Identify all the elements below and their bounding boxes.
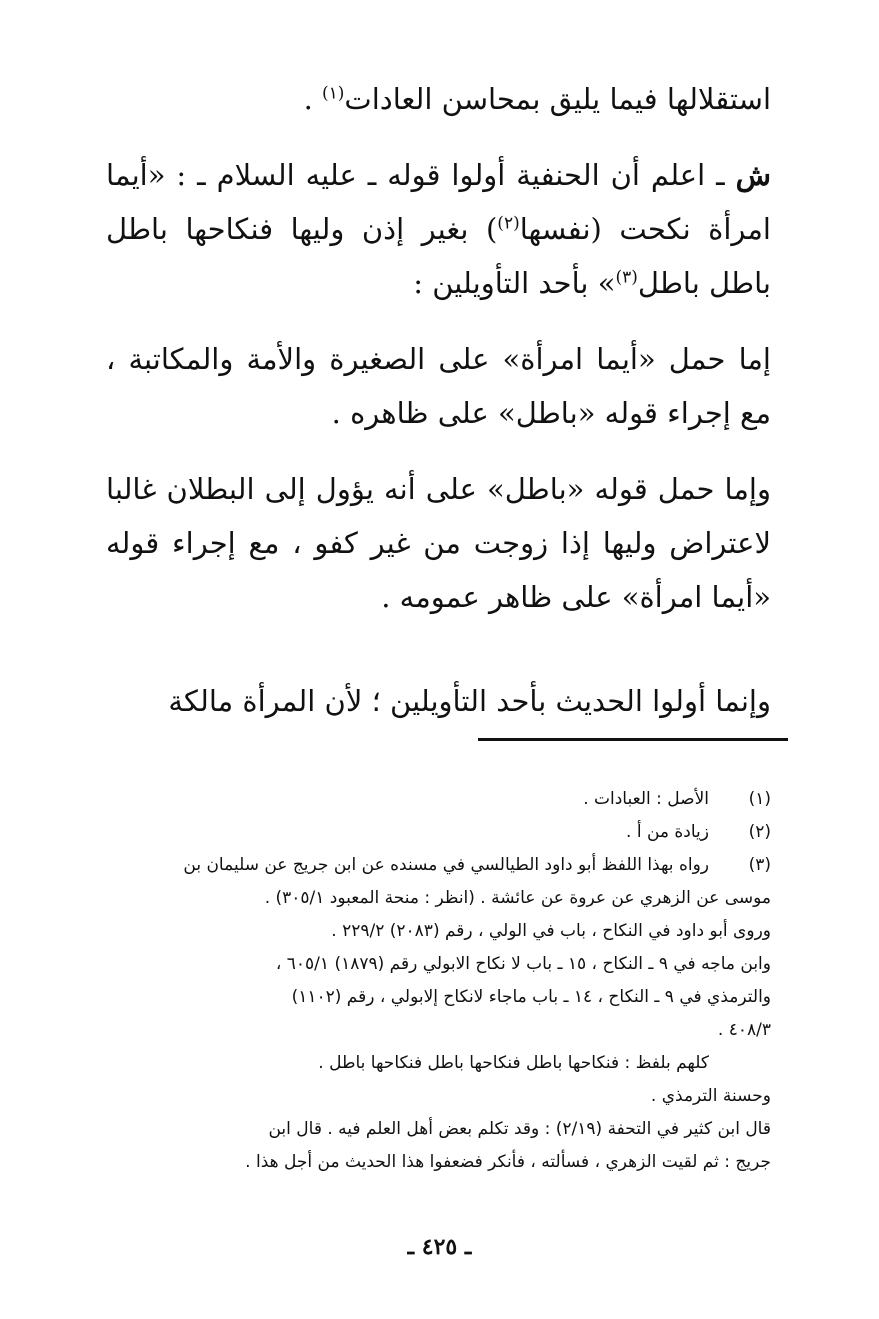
footnote-number: (٢) (748, 822, 771, 842)
footnote-3 (106, 849, 771, 882)
footnote-extra-line: جريج : ثم لقيت الزهري ، فسألته ، فأنكر فضعفوا هذا الحديث من أجل هذا . (245, 1152, 771, 1172)
footnote-line: وابن ماجه في ٩ ـ النكاح ، ١٥ ـ باب لا نكاح الابولي رقم (١٨٧٩) ٦٠٥/١ ، (275, 954, 771, 974)
main-text (106, 72, 771, 728)
paragraph-4: وإما حمل قوله «باطل» على أنه يؤول إلى البطلان غالبا لاعتراض وليها إذا زوجت من غير كفو ، مع إجراء قوله «أيما امرأة» على ظاهر عمومه . (106, 472, 771, 614)
footnotes (106, 783, 771, 1179)
paragraph-2-part-c: » بأحد التأويلين : (413, 266, 616, 300)
footnote-line: وروى أبو داود في النكاح ، باب في الولي ، رقم (٢٠٨٣) ٢٢٩/٢ . (331, 921, 771, 941)
page-number: ـ ٤٢٥ ـ (407, 1234, 472, 1260)
footnote-extra-line: كلهم بلفظ : فنكاحها باطل فنكاحها باطل فنكاحها باطل . (318, 1053, 709, 1073)
commentary-marker: ش (735, 158, 771, 192)
footnote-ref-3: (٣) (615, 267, 638, 288)
footnote-number: (٣) (748, 855, 771, 875)
paragraph-3: إما حمل «أيما امرأة» على الصغيرة والأمة والمكاتبة ، مع إجراء قوله «باطل» على ظاهره . (106, 342, 771, 430)
paragraph-1-end: . (303, 82, 322, 116)
footnote-body (106, 783, 709, 816)
footnote-line: زيادة من أ . (626, 822, 709, 842)
paragraph-5: وإنما أولوا الحديث بأحد التأويلين ؛ لأن المرأة مالكة (168, 684, 771, 718)
footnote-extra-line: وحسنة الترمذي . (650, 1086, 771, 1106)
paragraph-2-part-b: ) بغير إذن وليها فنكاحها باطل باطل باطل (106, 212, 771, 300)
footnote-line: موسى عن الزهري عن عروة عن عائشة . (انظر : منحة المعبود ٣٠٥/١) . (264, 888, 771, 908)
paragraph-2-part-a: ـ اعلم أن الحنفية أولوا قوله ـ عليه السلام ـ : «أيما امرأة نكحت (نفسها (106, 158, 771, 246)
footnote-line: والترمذي في ٩ ـ النكاح ، ١٤ ـ باب ماجاء لانكاح إلابولي ، رقم (١١٠٢) (291, 987, 771, 1007)
footnote-ref-2: (٢) (497, 213, 520, 234)
footnote-line: ٤٠٨/٣ . (717, 1020, 771, 1040)
footnote-extra-line: قال ابن كثير في التحفة (٢/١٩) : وقد تكلم بعض أهل العلم فيه . قال ابن (268, 1119, 771, 1139)
paragraph-2 (106, 148, 771, 310)
footnote-body (106, 816, 709, 849)
footnote-2 (106, 816, 771, 849)
footnote-line: الأصل : العبادات . (583, 789, 709, 809)
footnote-ref-1: (١) (322, 83, 345, 104)
paragraph-1-text: استقلالها فيما يليق بمحاسن العادات (344, 82, 771, 116)
footnote-line: رواه بهذا اللفظ أبو داود الطيالسي في مسنده عن ابن جريج عن سليمان بن (183, 855, 709, 875)
paragraph-1 (106, 72, 771, 126)
footnote-body (106, 849, 709, 882)
footnote-1 (106, 783, 771, 816)
footnote-number: (١) (748, 789, 771, 809)
footnote-separator (478, 738, 788, 741)
